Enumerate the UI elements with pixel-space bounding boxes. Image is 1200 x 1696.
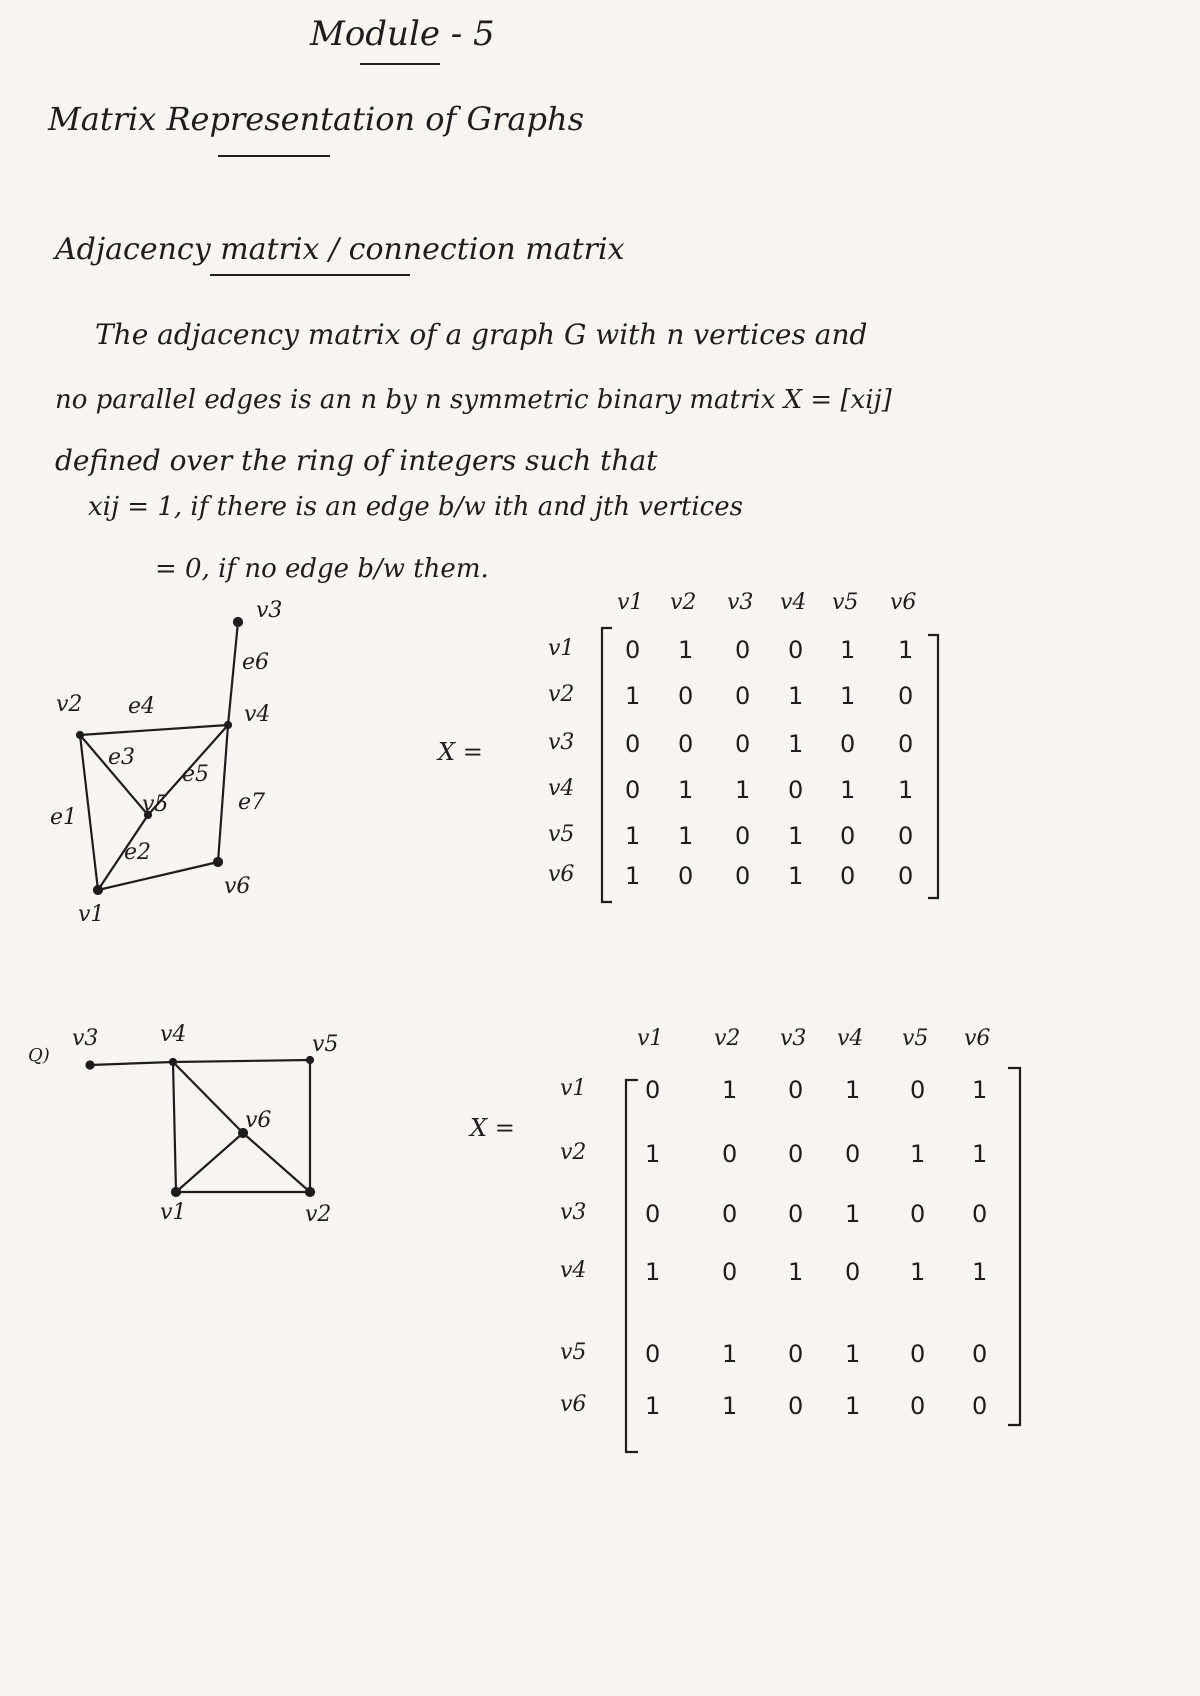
matrix-cell: 0 bbox=[625, 776, 641, 804]
edge-v4-v5 bbox=[173, 1060, 310, 1062]
col-header-v5: v5 bbox=[832, 590, 859, 615]
vertex-v3 bbox=[87, 1062, 94, 1069]
matrix-cell: 0 bbox=[898, 730, 914, 758]
matrix-cell: 1 bbox=[722, 1076, 738, 1104]
row-header-v6: v6 bbox=[560, 1392, 587, 1417]
g1-label-v5: v5 bbox=[142, 792, 169, 817]
definition-line-2: no parallel edges is an n by n symmetric binary matrix X = [xij] bbox=[55, 385, 892, 415]
col-header-v6: v6 bbox=[964, 1026, 991, 1051]
matrix-cell: 0 bbox=[722, 1258, 738, 1286]
matrix-cell: 1 bbox=[972, 1140, 988, 1168]
col-header-v3: v3 bbox=[780, 1026, 807, 1051]
vertex-v5 bbox=[307, 1057, 313, 1063]
matrix-cell: 1 bbox=[625, 862, 641, 890]
matrix-cell: 0 bbox=[972, 1340, 988, 1368]
definition-line-4: xij = 1, if there is an edge b/w ith and jth vertices bbox=[88, 492, 743, 522]
matrix-cell: 1 bbox=[898, 636, 914, 664]
row-header-v1: v1 bbox=[548, 636, 575, 661]
matrix-cell: 0 bbox=[898, 862, 914, 890]
g2-label-v4: v4 bbox=[160, 1022, 187, 1047]
g2-label-v1: v1 bbox=[160, 1200, 187, 1225]
matrix-cell: 1 bbox=[722, 1392, 738, 1420]
matrix-cell: 1 bbox=[678, 822, 694, 850]
matrix-cell: 0 bbox=[722, 1140, 738, 1168]
matrix-cell: 1 bbox=[645, 1258, 661, 1286]
g1-label-e7: e7 bbox=[238, 790, 266, 815]
matrix-cell: 0 bbox=[788, 776, 804, 804]
matrix-cell: 0 bbox=[678, 682, 694, 710]
edge-e7 bbox=[218, 725, 228, 862]
edge-e6 bbox=[228, 622, 238, 725]
matrix-cell: 1 bbox=[678, 636, 694, 664]
matrix-cell: 1 bbox=[722, 1340, 738, 1368]
g1-label-v3: v3 bbox=[256, 598, 283, 623]
matrix-1-name: X = bbox=[438, 738, 483, 766]
vertex-v2 bbox=[306, 1188, 314, 1196]
g1-label-e1: e1 bbox=[50, 805, 78, 830]
row-header-v5: v5 bbox=[560, 1340, 587, 1365]
matrix-2-brackets bbox=[626, 1068, 1020, 1452]
matrix-cell: 0 bbox=[910, 1076, 926, 1104]
question-label: Q) bbox=[28, 1045, 50, 1066]
edge-v1-v6 bbox=[98, 862, 218, 890]
matrix-cell: 1 bbox=[845, 1340, 861, 1368]
matrix-cell: 0 bbox=[910, 1200, 926, 1228]
row-header-v1: v1 bbox=[560, 1076, 587, 1101]
matrix-cell: 0 bbox=[735, 682, 751, 710]
g1-label-e5: e5 bbox=[182, 762, 210, 787]
edge-v4-v6 bbox=[173, 1062, 243, 1133]
matrix-cell: 1 bbox=[735, 776, 751, 804]
definition-line-3: defined over the ring of integers such that bbox=[55, 444, 658, 477]
edge-v6-v2 bbox=[243, 1133, 310, 1192]
g2-label-v3: v3 bbox=[72, 1026, 99, 1051]
matrix-cell: 1 bbox=[845, 1200, 861, 1228]
vertex-v1 bbox=[172, 1188, 180, 1196]
g1-label-e6: e6 bbox=[242, 650, 270, 675]
matrix-cell: 1 bbox=[788, 822, 804, 850]
matrix-cell: 0 bbox=[898, 822, 914, 850]
matrix-cell: 0 bbox=[972, 1392, 988, 1420]
matrix-cell: 0 bbox=[722, 1200, 738, 1228]
edge-v3-v4 bbox=[90, 1062, 173, 1065]
matrix-cell: 1 bbox=[840, 636, 856, 664]
row-header-v6: v6 bbox=[548, 862, 575, 887]
matrix-cell: 0 bbox=[735, 730, 751, 758]
matrix-cell: 0 bbox=[788, 1140, 804, 1168]
matrix-cell: 1 bbox=[788, 682, 804, 710]
matrix-cell: 0 bbox=[788, 1200, 804, 1228]
matrix-cell: 1 bbox=[840, 682, 856, 710]
matrix-cell: 1 bbox=[972, 1076, 988, 1104]
g1-label-v1: v1 bbox=[78, 902, 105, 927]
vertex-v2 bbox=[77, 732, 83, 738]
matrix-cell: 1 bbox=[678, 776, 694, 804]
vertex-v4 bbox=[170, 1059, 176, 1065]
row-header-v2: v2 bbox=[560, 1140, 587, 1165]
matrix-cell: 1 bbox=[898, 776, 914, 804]
matrix-cell: 0 bbox=[678, 862, 694, 890]
matrix-cell: 0 bbox=[735, 862, 751, 890]
col-header-v2: v2 bbox=[714, 1026, 741, 1051]
col-header-v1: v1 bbox=[637, 1026, 664, 1051]
matrix-cell: 1 bbox=[645, 1392, 661, 1420]
edge-v6-v1 bbox=[176, 1133, 243, 1192]
vertex-v1 bbox=[94, 886, 102, 894]
matrix-cell: 0 bbox=[735, 636, 751, 664]
section-title: Matrix Representation of Graphs bbox=[48, 100, 584, 138]
matrix-cell: 1 bbox=[910, 1258, 926, 1286]
row-header-v4: v4 bbox=[560, 1258, 587, 1283]
matrix-cell: 1 bbox=[788, 730, 804, 758]
matrix-cell: 0 bbox=[735, 822, 751, 850]
definition-line-5: = 0, if no edge b/w them. bbox=[155, 554, 489, 584]
g1-label-e4: e4 bbox=[128, 694, 156, 719]
edge-e4 bbox=[80, 725, 228, 735]
col-header-v4: v4 bbox=[837, 1026, 864, 1051]
vertex-v4 bbox=[225, 722, 231, 728]
graph-2 bbox=[87, 1057, 315, 1196]
col-header-v6: v6 bbox=[890, 590, 917, 615]
row-header-v5: v5 bbox=[548, 822, 575, 847]
matrix-cell: 1 bbox=[788, 1258, 804, 1286]
row-header-v4: v4 bbox=[548, 776, 575, 801]
row-header-v2: v2 bbox=[548, 682, 575, 707]
matrix-cell: 0 bbox=[678, 730, 694, 758]
subsection-title: Adjacency matrix / connection matrix bbox=[55, 232, 625, 267]
matrix-cell: 0 bbox=[645, 1200, 661, 1228]
matrix-cell: 0 bbox=[840, 862, 856, 890]
matrix-cell: 1 bbox=[845, 1392, 861, 1420]
g1-label-v6: v6 bbox=[224, 874, 251, 899]
col-header-v2: v2 bbox=[670, 590, 697, 615]
matrix-cell: 1 bbox=[625, 822, 641, 850]
matrix-cell: 0 bbox=[788, 1340, 804, 1368]
vertex-v6 bbox=[214, 858, 222, 866]
matrix-cell: 1 bbox=[840, 776, 856, 804]
row-header-v3: v3 bbox=[548, 730, 575, 755]
matrix-cell: 0 bbox=[788, 636, 804, 664]
matrix-cell: 1 bbox=[910, 1140, 926, 1168]
matrix-cell: 1 bbox=[845, 1076, 861, 1104]
matrix-cell: 0 bbox=[625, 636, 641, 664]
edge-v4-v1 bbox=[173, 1062, 176, 1192]
g1-label-v2: v2 bbox=[56, 692, 83, 717]
g1-label-e3: e3 bbox=[108, 745, 136, 770]
g2-label-v5: v5 bbox=[312, 1032, 339, 1057]
g1-label-e2: e2 bbox=[124, 840, 152, 865]
col-header-v4: v4 bbox=[780, 590, 807, 615]
matrix-cell: 0 bbox=[845, 1140, 861, 1168]
matrix-cell: 0 bbox=[898, 682, 914, 710]
matrix-cell: 0 bbox=[840, 822, 856, 850]
row-header-v3: v3 bbox=[560, 1200, 587, 1225]
vertex-v3 bbox=[234, 618, 242, 626]
col-header-v3: v3 bbox=[727, 590, 754, 615]
matrix-2-name: X = bbox=[470, 1114, 515, 1142]
matrix-cell: 0 bbox=[910, 1340, 926, 1368]
matrix-cell: 0 bbox=[788, 1392, 804, 1420]
g2-label-v2: v2 bbox=[305, 1202, 332, 1227]
matrix-cell: 0 bbox=[645, 1076, 661, 1104]
definition-line-1: The adjacency matrix of a graph G with n vertices and bbox=[95, 318, 868, 351]
matrix-cell: 0 bbox=[788, 1076, 804, 1104]
col-header-v5: v5 bbox=[902, 1026, 929, 1051]
matrix-cell: 1 bbox=[625, 682, 641, 710]
matrix-1-brackets bbox=[602, 628, 938, 902]
graph-1 bbox=[77, 618, 242, 894]
matrix-cell: 0 bbox=[840, 730, 856, 758]
matrix-cell: 1 bbox=[972, 1258, 988, 1286]
matrix-cell: 0 bbox=[845, 1258, 861, 1286]
matrix-cell: 0 bbox=[972, 1200, 988, 1228]
g2-label-v6: v6 bbox=[245, 1108, 272, 1133]
matrix-cell: 0 bbox=[645, 1340, 661, 1368]
matrix-cell: 1 bbox=[788, 862, 804, 890]
col-header-v1: v1 bbox=[617, 590, 644, 615]
g1-label-v4: v4 bbox=[244, 702, 271, 727]
matrix-cell: 1 bbox=[645, 1140, 661, 1168]
module-title: Module - 5 bbox=[310, 14, 495, 54]
matrix-cell: 0 bbox=[625, 730, 641, 758]
edge-e1 bbox=[80, 735, 98, 890]
matrix-cell: 0 bbox=[910, 1392, 926, 1420]
